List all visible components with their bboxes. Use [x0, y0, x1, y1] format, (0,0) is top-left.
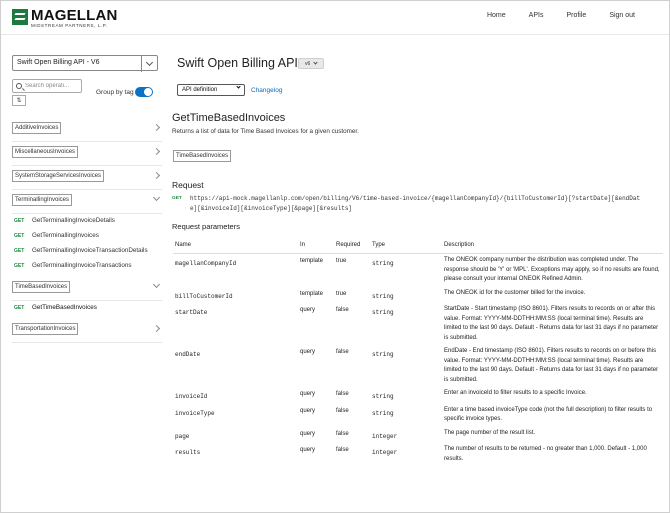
- param-name: invoiceType: [175, 409, 215, 417]
- chevron-down-icon: [146, 59, 153, 66]
- param-in: template: [300, 258, 324, 264]
- param-in: query: [300, 407, 316, 414]
- table-row: [173, 287, 663, 304]
- chevron-right-icon[interactable]: [153, 325, 160, 332]
- table-row: [173, 303, 663, 345]
- chevron-down-icon[interactable]: [153, 194, 160, 201]
- param-name: magellanCompanyId: [175, 260, 237, 267]
- http-method-badge: GET: [14, 218, 25, 224]
- version-dropdown-button[interactable]: [141, 56, 157, 72]
- group-by-tag-toggle[interactable]: [135, 87, 153, 97]
- param-required: true: [336, 290, 347, 297]
- parameter-rows: [173, 254, 663, 467]
- http-method-badge: GET: [14, 263, 25, 269]
- param-type: string: [372, 409, 394, 417]
- sidebar-group-tag[interactable]: TerminallingInvoices: [12, 194, 72, 206]
- param-name: startDate: [175, 309, 208, 316]
- top-header: [1, 1, 669, 35]
- operation-name: GetTerminallingInvoices: [32, 232, 99, 239]
- nav-apis[interactable]: APIs: [528, 12, 544, 19]
- sidebar-operation-getterminallinginvoicedetails[interactable]: [12, 214, 162, 229]
- param-name: endDate: [175, 351, 201, 358]
- operation-name: GetTerminallingInvoiceTransactionDetails: [32, 247, 148, 254]
- param-in: query: [300, 447, 316, 453]
- chevron-down-icon[interactable]: [153, 281, 160, 288]
- param-description: StartDate - Start timestamp (ISO 8601). Filters results to records on or after this value. Format: YYYY-MM-DDTHH:MM:SS (local terminal time). Results are limited to the last 90 days. Default - Returns data for last 31 days if no parameter is submitted.: [444, 306, 659, 341]
- param-type: string: [372, 351, 394, 358]
- param-description: The ONEOK id for the customer billed for the invoice.: [444, 289, 586, 296]
- sidebar-group-tag[interactable]: MiscellaneousInvoices: [12, 146, 78, 158]
- param-in: query: [300, 391, 316, 397]
- sidebar-group-tag[interactable]: SystemStorageServicesInvoices: [12, 170, 104, 182]
- api-title: Swift Open Billing API: [177, 56, 298, 70]
- param-in: template: [300, 290, 324, 297]
- logo-subtitle: MIDSTREAM PARTNERS, L.P.: [31, 23, 108, 28]
- param-description: Enter an invoiceId to filter results to a specific Invoice.: [444, 390, 587, 396]
- sidebar-operation-gettimebasedinvoices[interactable]: [12, 301, 162, 316]
- operation-name: GetTerminallingInvoiceDetails: [32, 217, 115, 224]
- sidebar-group-timebasedinvoices[interactable]: [12, 277, 162, 301]
- param-required: false: [336, 307, 349, 313]
- operation-tag[interactable]: TimeBasedInvoices: [173, 150, 231, 162]
- logo-mark-icon: [12, 9, 28, 25]
- http-method-badge: GET: [14, 248, 25, 254]
- sidebar-operation-getterminallinginvoices[interactable]: [12, 229, 162, 244]
- magellan-logo[interactable]: [12, 8, 118, 28]
- chevron-right-icon[interactable]: [153, 124, 160, 131]
- table-row: [173, 345, 663, 387]
- param-description: Enter a time based invoiceType code (not the full description) to filter results to specific invoice types.: [444, 406, 653, 422]
- api-definition-select-value: API definition: [182, 87, 218, 93]
- param-type: integer: [372, 432, 398, 440]
- param-required: false: [336, 430, 349, 437]
- nav-sign-out[interactable]: Sign out: [609, 12, 635, 19]
- chevron-right-icon[interactable]: [153, 172, 160, 179]
- param-name: page: [175, 432, 190, 440]
- param-type: string: [372, 309, 394, 316]
- chevron-down-icon: [236, 84, 240, 88]
- operation-name: GetTimeBasedInvoices: [32, 304, 97, 311]
- param-type: integer: [372, 449, 398, 456]
- param-type: string: [372, 393, 394, 400]
- param-in: query: [300, 349, 316, 355]
- filter-sort-icon[interactable]: ⇅: [12, 95, 26, 106]
- chevron-down-icon: [314, 60, 318, 64]
- http-method-badge: GET: [14, 233, 25, 239]
- column-header-required: Required: [334, 241, 370, 254]
- param-description: EndDate - End timestamp (ISO 8601). Filters results to records on or before this value. Format: YYYY-MM-DDTHH:MM:SS (local terminal time). Results are limited to the last 90 days. Default - Returns data for last 31 days if no parameter is submitted.: [444, 348, 659, 383]
- operation-search[interactable]: [12, 79, 82, 93]
- table-row: [173, 254, 663, 287]
- chevron-right-icon[interactable]: [153, 148, 160, 155]
- api-version-select-value: Swift Open Billing API - V6: [17, 59, 100, 66]
- param-type: string: [372, 292, 394, 300]
- top-nav: [464, 12, 635, 19]
- table-row: [173, 443, 663, 466]
- param-name: results: [175, 449, 201, 456]
- nav-home[interactable]: Home: [486, 12, 506, 19]
- version-badge[interactable]: [298, 58, 324, 69]
- nav-profile[interactable]: Profile: [566, 12, 587, 19]
- request-parameters-table: [173, 241, 663, 466]
- api-definition-select[interactable]: [177, 84, 245, 96]
- param-required: false: [336, 447, 349, 453]
- param-in: query: [300, 430, 316, 437]
- param-description: The page number of the result list.: [444, 429, 536, 436]
- request-heading: Request: [172, 180, 204, 190]
- version-badge-label: v6: [305, 60, 311, 67]
- column-header-type: Type: [370, 241, 442, 254]
- param-description: The ONEOK company number the distribution was completed under. The response should be 'Y' or 'MPL'. Exceptions may apply, so if no results are found, please consult your internal ONEOK Refined Admin.: [444, 257, 660, 282]
- request-url: https://api-mock.magellanlp.com/open/billing/V6/time-based-invoice/{magellanCompanyId}/{billToCustomerId}[?startDate][&endDate][&invoiceId][&invoiceType][&page][&results]: [190, 195, 641, 212]
- param-required: false: [336, 407, 349, 414]
- table-header-row: [173, 241, 663, 254]
- param-required: true: [336, 258, 347, 264]
- sidebar-group-transportationinvoices[interactable]: [12, 319, 162, 343]
- sidebar-group-tag[interactable]: TimeBasedInvoices: [12, 281, 70, 293]
- operation-name: GetTerminallingInvoiceTransactions: [32, 262, 132, 269]
- column-header-name: Name: [173, 241, 298, 254]
- api-version-select[interactable]: [12, 55, 158, 71]
- column-header-description: Description: [442, 241, 663, 254]
- changelog-link[interactable]: Changelog: [251, 87, 283, 94]
- search-icon: [16, 83, 22, 89]
- operation-search-input[interactable]: [25, 81, 81, 91]
- column-header-in: In: [298, 241, 334, 254]
- table-row: [173, 404, 663, 427]
- sidebar-operation-getterminallinginvoicetransactions[interactable]: [12, 259, 162, 274]
- param-type: string: [372, 260, 394, 267]
- http-method-badge: GET: [14, 305, 25, 311]
- operation-title: GetTimeBasedInvoices: [172, 112, 286, 124]
- param-description: The number of results to be returned - no greater than 1,000. Default - 1,000 results.: [444, 446, 647, 462]
- sidebar-group-tag[interactable]: TransportationInvoices: [12, 323, 78, 335]
- group-by-tag-label: Group by tag: [96, 89, 134, 96]
- sidebar-group-systemstorageservicesinvoices[interactable]: [12, 166, 162, 190]
- param-required: false: [336, 349, 349, 355]
- sidebar-group-terminallinginvoices[interactable]: [12, 190, 162, 214]
- request-method-badge: GET: [172, 196, 182, 201]
- sidebar-group-miscellaneousinvoices[interactable]: [12, 142, 162, 166]
- param-in: query: [300, 307, 316, 313]
- table-row: [173, 387, 663, 404]
- operation-groups: [12, 118, 162, 343]
- sidebar-group-additiveinvoices[interactable]: [12, 118, 162, 142]
- operation-description: Returns a list of data for Time Based Invoices for a given customer.: [172, 128, 359, 135]
- table-row: [173, 427, 663, 444]
- sidebar-operation-getterminallinginvoicetransactiondetails[interactable]: [12, 244, 162, 259]
- logo-name: MAGELLAN: [31, 7, 118, 24]
- sidebar-group-tag[interactable]: AdditiveInvoices: [12, 122, 61, 134]
- param-required: false: [336, 391, 349, 397]
- param-name: invoiceId: [175, 393, 208, 400]
- param-name: billToCustomerId: [175, 292, 233, 300]
- request-parameters-heading: Request parameters: [172, 222, 240, 231]
